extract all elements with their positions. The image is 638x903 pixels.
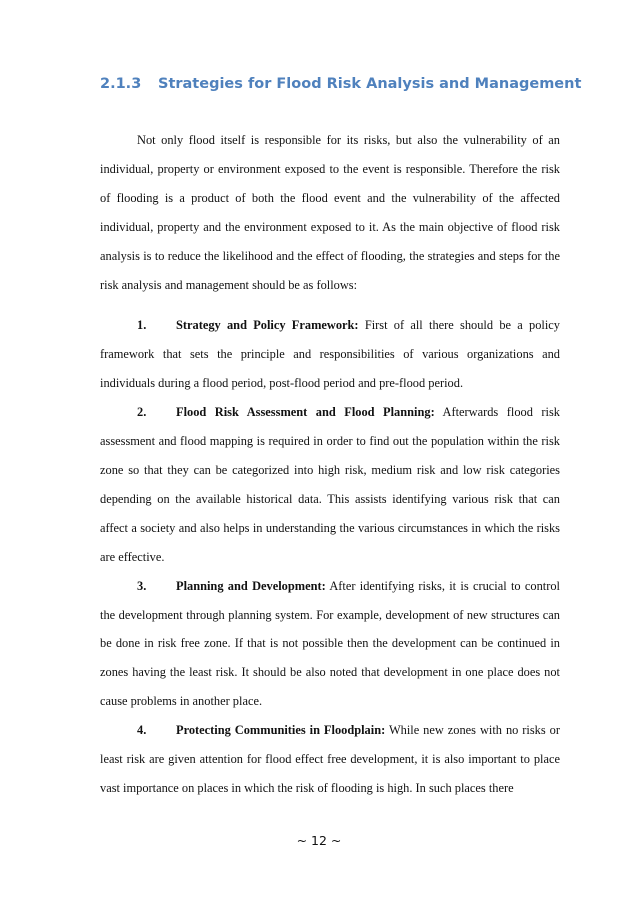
list-item-text: First of all there should be a policy framework that sets the principle and responsibilities of various organizations and individuals during a flood period, post-flood period and pre-flood period. xyxy=(100,318,560,391)
list-item-text: Afterwards flood risk assessment and flood mapping is required in order to find out the population within the risk zone so that they can be categorized into high risk, medium risk and low risk categories depending on the available historical data. This assists identifying various risk that can affect a society and also helps in understanding the various circumstances in which the risks are effective. xyxy=(100,405,560,564)
list-item-text: After identifying risks, it is crucial to control the development through planning system. For example, development of new structures can be done in risk free zone. If that is not possible then the development can be continued in zones having the least risk. It should be also noted that development in one place does not cause problems in another place. xyxy=(100,578,560,709)
list-item-number: 1. xyxy=(137,318,147,333)
list-item-term: Flood Risk Assessment and Flood Planning: xyxy=(176,405,435,420)
list-item-1 xyxy=(100,311,560,398)
list-item-number: 2. xyxy=(137,405,147,420)
list-item-2 xyxy=(100,398,560,571)
list-item-term: Planning and Development: xyxy=(176,578,326,593)
intro-paragraph: Not only flood itself is responsible for its risks, but also the vulnerability of an individual, property or environment exposed to the event is responsible. Therefore the risk of flooding is a product of both the flood event and the vulnerability of the affected individual, property and the environment exposed to it. As the main objective of flood risk analysis is to reduce the likelihood and the effect of flooding, the strategies and steps for the risk analysis and management should be as follows: xyxy=(100,133,560,292)
list-item-3 xyxy=(100,572,560,717)
list-item-number: 4. xyxy=(137,723,147,738)
section-number: 2.1.3 xyxy=(100,76,142,92)
page-number: ~ 12 ~ xyxy=(296,833,342,848)
section-heading xyxy=(100,76,581,92)
body-text xyxy=(100,126,560,803)
list-item-number: 3. xyxy=(137,578,147,593)
section-title: Strategies for Flood Risk Analysis and Management xyxy=(158,76,582,92)
list-item-4 xyxy=(100,716,560,803)
list-item-term: Protecting Communities in Floodplain: xyxy=(176,723,386,738)
list-item-term: Strategy and Policy Framework: xyxy=(176,318,359,333)
list-item-text: While new zones with no risks or least risk are given attention for flood effect free development, it is also important to place vast importance on places in which the risk of flooding is high. In such places there xyxy=(100,723,560,795)
